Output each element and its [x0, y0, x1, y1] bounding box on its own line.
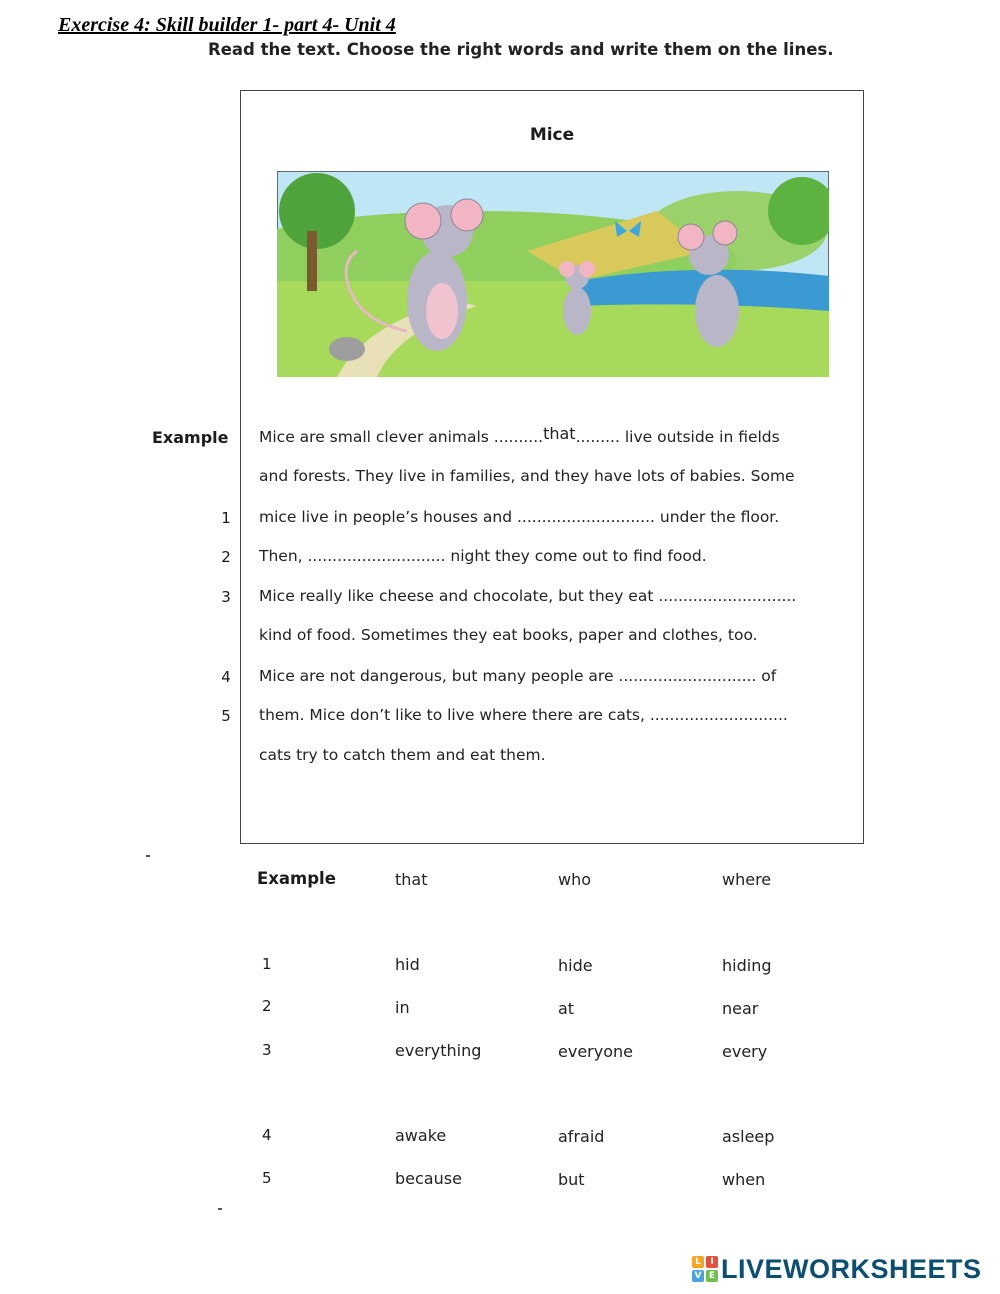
mice-illustration	[277, 171, 829, 377]
option-number: 3	[262, 1041, 272, 1059]
option-word[interactable]: but	[558, 1170, 585, 1189]
story-title: Mice	[529, 125, 575, 145]
option-word[interactable]: every	[722, 1042, 768, 1061]
option-word[interactable]: near	[722, 999, 759, 1018]
item-number: 4	[221, 668, 231, 686]
story-line: and forests. They live in families, and they have lots of babies. Some	[259, 467, 795, 485]
story-line-example	[259, 424, 780, 446]
item-number: 5	[221, 707, 231, 725]
option-word[interactable]: hide	[558, 956, 593, 975]
option-word[interactable]: asleep	[722, 1127, 775, 1146]
scan-mark	[146, 855, 150, 857]
story-line-gap-2[interactable]: Then, ............................ night they come out to find food.	[259, 547, 707, 565]
option-word[interactable]: everyone	[558, 1042, 633, 1061]
liveworksheets-logo	[692, 1252, 982, 1286]
item-number: 3	[221, 588, 231, 606]
item-number: 2	[221, 548, 231, 566]
story-line-gap-1[interactable]: mice live in people’s houses and ............................ under the floor.	[259, 508, 780, 526]
option-word: that	[395, 870, 428, 889]
option-word[interactable]: hiding	[722, 956, 772, 975]
option-number: 4	[262, 1126, 272, 1144]
story-line-gap-4[interactable]: Mice are not dangerous, but many people are ............................ of	[259, 667, 777, 685]
story-example-label: Example	[152, 428, 229, 447]
option-word[interactable]: hid	[395, 955, 420, 974]
story-line-gap-3[interactable]: Mice really like cheese and chocolate, but they eat ............................	[259, 587, 797, 605]
option-word[interactable]: afraid	[558, 1127, 605, 1146]
option-number: 2	[262, 997, 272, 1015]
option-word: where	[722, 870, 772, 889]
story-text: ......... live outside in fields	[575, 428, 780, 446]
story-line-gap-5[interactable]: them. Mice don’t like to live where there are cats, ............................	[259, 706, 788, 724]
option-word[interactable]: because	[395, 1169, 462, 1188]
option-word[interactable]: everything	[395, 1041, 482, 1060]
option-number: 1	[262, 955, 272, 973]
exercise-title: Exercise 4: Skill builder 1- part 4- Unit 4	[58, 14, 396, 36]
option-word[interactable]: awake	[395, 1126, 447, 1145]
story-line: cats try to catch them and eat them.	[259, 746, 546, 764]
brand-name: LIVEWORKSHEETS	[721, 1253, 982, 1284]
instruction-text: Read the text. Choose the right words and write them on the lines.	[208, 40, 834, 59]
option-number: 5	[262, 1169, 272, 1187]
option-word[interactable]: at	[558, 999, 575, 1018]
option-word: who	[558, 870, 592, 889]
options-example-label: Example	[257, 869, 336, 888]
example-answer: that	[543, 424, 576, 443]
option-word[interactable]: in	[395, 998, 410, 1017]
option-word[interactable]: when	[722, 1170, 766, 1189]
scan-mark	[218, 1208, 222, 1210]
item-number: 1	[221, 509, 231, 527]
logo-grid-icon: L I V E	[692, 1256, 718, 1282]
story-text: Mice are small clever animals ..........	[259, 428, 544, 446]
story-line: kind of food. Sometimes they eat books, paper and clothes, too.	[259, 626, 758, 644]
